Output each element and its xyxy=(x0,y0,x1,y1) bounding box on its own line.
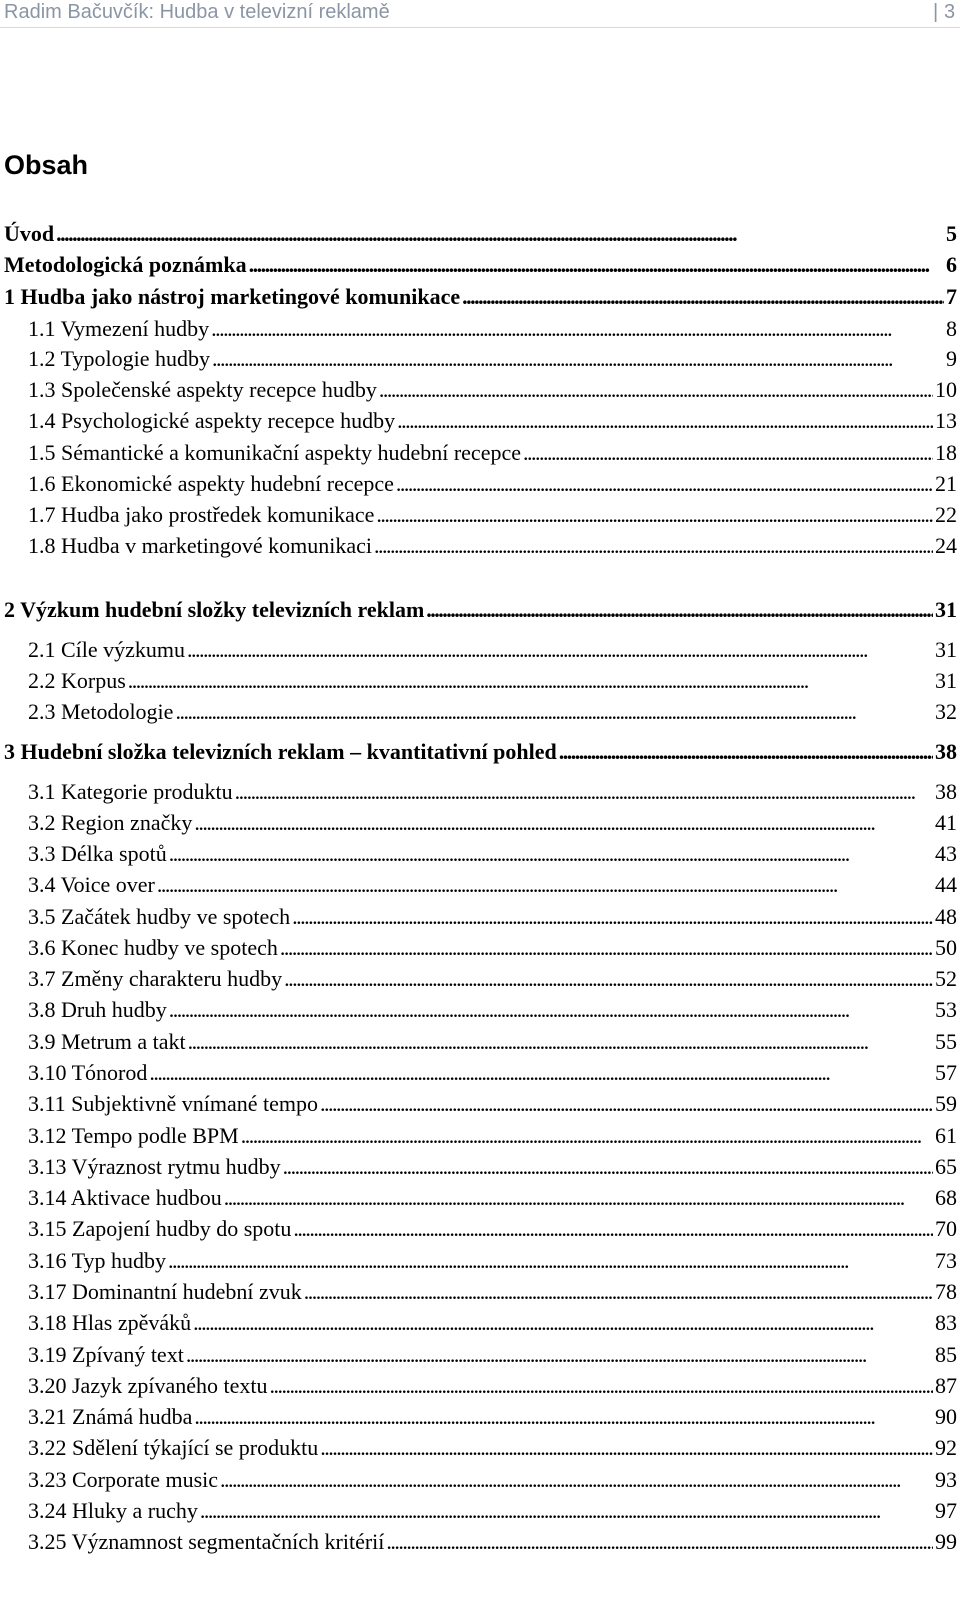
toc-entry-title: 3.16 Typ hudby xyxy=(28,1248,167,1273)
toc-entry-page-number: 99 xyxy=(935,1529,957,1554)
toc-entry-title: 1.6 Ekonomické aspekty hudební recepce xyxy=(28,471,394,496)
toc-entry-title: 3.7 Změny charakteru hudby xyxy=(28,966,283,991)
toc-entry[interactable] xyxy=(28,1154,957,1184)
dot-leader xyxy=(186,1342,933,1368)
toc-entry-title: 2.3 Metodologie xyxy=(28,699,174,724)
dot-leader xyxy=(270,1373,934,1399)
toc-entry[interactable] xyxy=(28,1216,957,1246)
toc-entry-title: 3.3 Délka spotů xyxy=(28,841,167,866)
dot-leader xyxy=(249,252,944,278)
toc-entry[interactable] xyxy=(28,668,957,698)
toc-entry-title: 1 Hudba jako nástroj marketingové komunikace xyxy=(4,284,461,309)
toc-entry-title: 3.10 Tónorod xyxy=(28,1060,148,1085)
toc-entry-page-number: 9 xyxy=(946,346,957,371)
dot-leader xyxy=(280,935,933,961)
toc-entry[interactable] xyxy=(28,377,957,407)
toc-entry-title: 3.15 Zapojení hudby do spotu xyxy=(28,1216,292,1241)
toc-entry-page-number: 55 xyxy=(935,1029,957,1054)
dot-leader xyxy=(462,284,944,310)
toc-entry[interactable] xyxy=(4,284,957,314)
toc-entry-title: Úvod xyxy=(4,221,55,246)
toc-entry[interactable] xyxy=(4,252,957,282)
toc-entry-title: 3.19 Zpívaný text xyxy=(28,1342,184,1367)
toc-entry-page-number: 73 xyxy=(935,1248,957,1273)
toc-entry-page-number: 38 xyxy=(935,739,957,764)
dot-leader xyxy=(149,1060,933,1086)
header-separator: | xyxy=(933,1,939,23)
toc-entry-page-number: 24 xyxy=(935,533,957,558)
dot-leader xyxy=(128,668,933,694)
dot-leader xyxy=(376,502,933,528)
toc-entry-page-number: 18 xyxy=(935,440,957,465)
running-header-title: Radim Bačuvčík: Hudba v televizní reklamě xyxy=(4,1,390,23)
toc-entry-page-number: 85 xyxy=(935,1342,957,1367)
dot-leader xyxy=(56,221,944,247)
toc-entry-page-number: 65 xyxy=(935,1154,957,1179)
dot-leader xyxy=(426,597,933,623)
dot-leader xyxy=(523,440,933,466)
toc-entry-page-number: 21 xyxy=(935,471,957,496)
toc-entry-title: 3.8 Druh hudby xyxy=(28,997,167,1022)
dot-leader xyxy=(284,966,933,992)
toc-entry-title: 1.5 Sémantické a komunikační aspekty hudební recepce xyxy=(28,440,521,465)
dot-leader xyxy=(220,1467,933,1493)
dot-leader xyxy=(304,1279,933,1305)
toc-entry-title: 3.11 Subjektivně vnímané tempo xyxy=(28,1091,319,1116)
dot-leader xyxy=(283,1154,933,1180)
toc-entry[interactable] xyxy=(4,739,957,769)
toc-entry-title: 3.25 Významnost segmentačních kritérií xyxy=(28,1529,385,1554)
toc-entry[interactable] xyxy=(28,872,957,902)
toc-entry-title: 3.2 Region značky xyxy=(28,810,193,835)
toc-entry-page-number: 48 xyxy=(935,904,957,929)
toc-entry[interactable] xyxy=(28,1248,957,1278)
toc-entry-page-number: 97 xyxy=(935,1498,957,1523)
dot-leader xyxy=(396,471,933,497)
toc-entry-page-number: 41 xyxy=(935,810,957,835)
toc-entry-title: 3.20 Jazyk zpívaného textu xyxy=(28,1373,268,1398)
toc-entry-page-number: 93 xyxy=(935,1467,957,1492)
toc-entry-title: 3.23 Corporate music xyxy=(28,1467,219,1492)
toc-entry[interactable] xyxy=(28,966,957,996)
toc-entry[interactable] xyxy=(4,597,957,627)
toc-entry[interactable] xyxy=(28,1091,957,1121)
toc-entry[interactable] xyxy=(28,440,957,470)
dot-leader xyxy=(212,346,944,372)
toc-entry-page-number: 70 xyxy=(935,1216,957,1241)
toc-entry-page-number: 31 xyxy=(935,637,957,662)
toc-entry-page-number: 90 xyxy=(935,1404,957,1429)
dot-leader xyxy=(187,637,933,663)
toc-entry-page-number: 53 xyxy=(935,997,957,1022)
toc-entry[interactable] xyxy=(4,221,957,251)
toc-entry[interactable] xyxy=(28,1029,957,1059)
dot-leader xyxy=(169,997,933,1023)
dot-leader xyxy=(397,408,933,434)
toc-entry[interactable] xyxy=(28,1279,957,1309)
toc-entry-page-number: 68 xyxy=(935,1185,957,1210)
toc-entry-title: 1.8 Hudba v marketingové komunikaci xyxy=(28,533,372,558)
toc-entry[interactable] xyxy=(28,533,957,563)
toc-entry-page-number: 31 xyxy=(935,597,957,622)
toc-entry-title: 2.2 Korpus xyxy=(28,668,126,693)
toc-entry-page-number: 61 xyxy=(935,1123,957,1148)
toc-entry-title: 3.22 Sdělení týkající se produktu xyxy=(28,1435,319,1460)
toc-entry-title: 3.14 Aktivace hudbou xyxy=(28,1185,222,1210)
toc-entry-page-number: 6 xyxy=(946,252,957,277)
toc-entry[interactable] xyxy=(28,1123,957,1153)
toc-entry[interactable] xyxy=(28,471,957,501)
toc-entry-page-number: 13 xyxy=(935,408,957,433)
dot-leader xyxy=(169,841,933,867)
dot-leader xyxy=(235,779,933,805)
dot-leader xyxy=(241,1123,933,1149)
toc-entry-title: 3.13 Výraznost rytmu hudby xyxy=(28,1154,281,1179)
toc-entry-title: 1.1 Vymezení hudby xyxy=(28,316,210,341)
toc-entry[interactable] xyxy=(28,637,957,667)
toc-entry[interactable] xyxy=(28,1185,957,1215)
header-page-number: 3 xyxy=(944,1,956,23)
toc-entry[interactable] xyxy=(28,408,957,438)
toc-entry-title: 3.6 Konec hudby ve spotech xyxy=(28,935,278,960)
dot-leader xyxy=(293,1216,933,1242)
dot-leader xyxy=(374,533,933,559)
toc-entry-page-number: 50 xyxy=(935,935,957,960)
dot-leader xyxy=(224,1185,933,1211)
toc-entry[interactable] xyxy=(28,1310,957,1340)
toc-entry-page-number: 10 xyxy=(935,377,957,402)
dot-leader xyxy=(292,904,933,930)
toc-entry-title: 1.3 Společenské aspekty recepce hudby xyxy=(28,377,377,402)
dot-leader xyxy=(194,810,933,836)
toc-entry[interactable] xyxy=(28,1467,957,1497)
toc-entry-page-number: 5 xyxy=(946,221,957,246)
toc-entry-title: 3.17 Dominantní hudební zvuk xyxy=(28,1279,302,1304)
dot-leader xyxy=(320,1435,933,1461)
dot-leader xyxy=(320,1091,933,1117)
toc-entry[interactable] xyxy=(28,997,957,1027)
toc-entry-page-number: 32 xyxy=(935,699,957,724)
dot-leader xyxy=(211,316,944,342)
toc-entry-page-number: 83 xyxy=(935,1310,957,1335)
toc-entry-title: 3.21 Známá hudba xyxy=(28,1404,193,1429)
toc-entry-title: 3.24 Hluky a ruchy xyxy=(28,1498,198,1523)
toc-entry-title: 1.7 Hudba jako prostředek komunikace xyxy=(28,502,375,527)
toc-entry[interactable] xyxy=(28,1342,957,1372)
dot-leader xyxy=(379,377,933,403)
toc-entry-title: 3.1 Kategorie produktu xyxy=(28,779,233,804)
toc-entry[interactable] xyxy=(28,1060,957,1090)
dot-leader xyxy=(175,699,933,725)
dot-leader xyxy=(559,739,933,765)
toc-entry-page-number: 7 xyxy=(946,284,957,309)
toc-entry-title: 3.5 Začátek hudby ve spotech xyxy=(28,904,291,929)
toc-entry[interactable] xyxy=(28,904,957,934)
toc-entry[interactable] xyxy=(28,1498,957,1528)
dot-leader xyxy=(193,1310,933,1336)
dot-leader xyxy=(188,1029,933,1055)
toc-entry-title: 3 Hudební složka televizních reklam – kvantitativní pohled xyxy=(4,739,557,764)
dot-leader xyxy=(168,1248,933,1274)
toc-entry-page-number: 52 xyxy=(935,966,957,991)
toc-entry-title: Metodologická poznámka xyxy=(4,252,247,277)
toc-entry-page-number: 87 xyxy=(935,1373,957,1398)
toc-entry-title: 1.2 Typologie hudby xyxy=(28,346,210,371)
toc-entry-title: 2 Výzkum hudební složky televizních reklam xyxy=(4,597,425,622)
dot-leader xyxy=(200,1498,933,1524)
toc-entry-page-number: 8 xyxy=(946,316,957,341)
toc-entry-title: 3.12 Tempo podle BPM xyxy=(28,1123,239,1148)
toc-entry[interactable] xyxy=(28,316,957,346)
toc-entry-title: 3.4 Voice over xyxy=(28,872,155,897)
toc-entry-page-number: 57 xyxy=(935,1060,957,1085)
toc-entry[interactable] xyxy=(28,1404,957,1434)
toc-entry-page-number: 92 xyxy=(935,1435,957,1460)
toc-entry-page-number: 44 xyxy=(935,872,957,897)
toc-entry[interactable] xyxy=(28,810,957,840)
toc-entry-title: 2.1 Cíle výzkumu xyxy=(28,637,186,662)
toc-entry[interactable] xyxy=(28,841,957,871)
toc-entry[interactable] xyxy=(28,1529,957,1559)
toc-entry-page-number: 59 xyxy=(935,1091,957,1116)
toc-entry[interactable] xyxy=(28,346,957,376)
toc-heading: Obsah xyxy=(4,150,89,180)
toc-entry[interactable] xyxy=(28,1435,957,1465)
dot-leader xyxy=(157,872,933,898)
toc-entry[interactable] xyxy=(28,935,957,965)
toc-entry-page-number: 78 xyxy=(935,1279,957,1304)
toc-entry[interactable] xyxy=(28,699,957,729)
toc-entry-title: 1.4 Psychologické aspekty recepce hudby xyxy=(28,408,396,433)
toc-entry-page-number: 38 xyxy=(935,779,957,804)
toc-entry-page-number: 22 xyxy=(935,502,957,527)
toc-entry-title: 3.18 Hlas zpěváků xyxy=(28,1310,192,1335)
toc-entry[interactable] xyxy=(28,1373,957,1403)
toc-entry-title: 3.9 Metrum a takt xyxy=(28,1029,186,1054)
toc-entry-page-number: 43 xyxy=(935,841,957,866)
toc-entry[interactable] xyxy=(28,502,957,532)
toc-entry-page-number: 31 xyxy=(935,668,957,693)
dot-leader xyxy=(386,1529,933,1555)
toc-entry[interactable] xyxy=(28,779,957,809)
dot-leader xyxy=(194,1404,933,1430)
